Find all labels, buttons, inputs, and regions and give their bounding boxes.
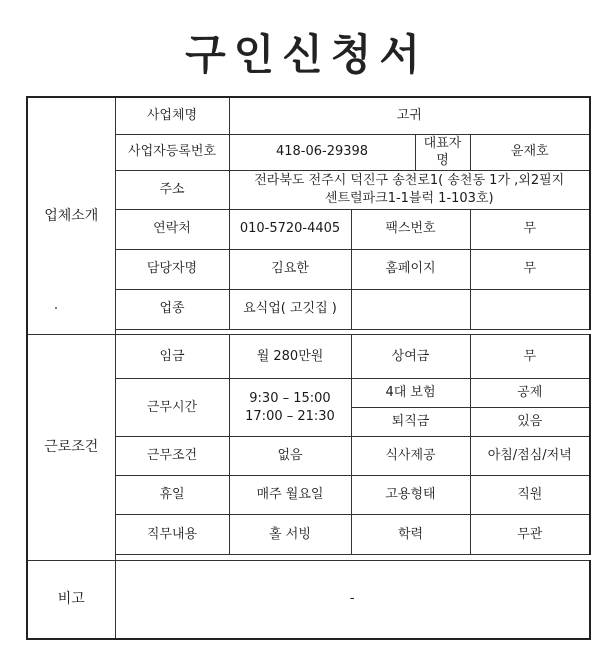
- scan-dot: [55, 307, 57, 309]
- holiday-label: 휴일: [115, 476, 229, 515]
- conditions-label: 근무조건: [115, 437, 229, 476]
- insurance-value: 공제: [470, 379, 590, 408]
- employment-label: 고용형태: [351, 476, 470, 515]
- ceo-label: 대표자명: [415, 134, 470, 170]
- employment-value: 직원: [470, 476, 590, 515]
- business-name-value: 고귀: [229, 97, 590, 134]
- bonus-value: 무: [470, 335, 590, 379]
- remarks-label: 비고: [27, 560, 115, 639]
- industry-empty-cell-2: [470, 289, 590, 329]
- manager-value: 김요한: [229, 249, 351, 289]
- wage-value: 월 280만원: [229, 335, 351, 379]
- duty-value: 홀 서빙: [229, 515, 351, 555]
- business-name-label: 사업체명: [115, 97, 229, 134]
- homepage-value: 무: [470, 249, 590, 289]
- severance-value: 있음: [470, 408, 590, 437]
- work-section-label: 근로조건: [27, 335, 115, 560]
- education-label: 학력: [351, 515, 470, 555]
- bonus-label: 상여금: [351, 335, 470, 379]
- homepage-label: 홈페이지: [351, 249, 470, 289]
- hours-line-2: 17:00 – 21:30: [245, 408, 335, 424]
- conditions-value: 없음: [229, 437, 351, 476]
- meals-label: 식사제공: [351, 437, 470, 476]
- industry-label: 업종: [115, 289, 229, 329]
- education-value: 무관: [470, 515, 590, 555]
- fax-label: 팩스번호: [351, 209, 470, 249]
- form-title: 구인신청서: [185, 30, 428, 79]
- insurance-label: 4대 보험: [351, 379, 470, 408]
- hours-label: 근무시간: [115, 379, 229, 437]
- holiday-value: 매주 월요일: [229, 476, 351, 515]
- address-line-1: 전라북도 전주시 덕진구 송천로1( 송천동 1가 ,외2필지: [254, 173, 565, 189]
- contact-label: 연락처: [115, 209, 229, 249]
- reg-number-label: 사업자등록번호: [115, 134, 229, 170]
- job-application-form: [26, 96, 591, 640]
- duty-label: 직무내용: [115, 515, 229, 555]
- severance-label: 퇴직금: [351, 408, 470, 437]
- address-value: [229, 170, 590, 209]
- address-label: 주소: [115, 170, 229, 209]
- address-line-2: 센트럴파크1-1블럭 1-103호): [324, 190, 494, 206]
- remarks-value: -: [115, 560, 590, 639]
- industry-empty-cell: [351, 289, 470, 329]
- wage-label: 임금: [115, 335, 229, 379]
- meals-value: 아침/점심/저녁: [470, 437, 590, 476]
- industry-value: 요식업( 고깃집 ): [229, 289, 351, 329]
- hours-value: [229, 379, 351, 437]
- ceo-value: 윤재호: [470, 134, 590, 170]
- hours-line-1: 9:30 – 15:00: [249, 391, 331, 406]
- fax-value: 무: [470, 209, 590, 249]
- contact-value: 010-5720-4405: [229, 209, 351, 249]
- reg-number-value: 418-06-29398: [229, 134, 415, 170]
- company-section-label: 업체소개: [27, 97, 115, 335]
- manager-label: 담당자명: [115, 249, 229, 289]
